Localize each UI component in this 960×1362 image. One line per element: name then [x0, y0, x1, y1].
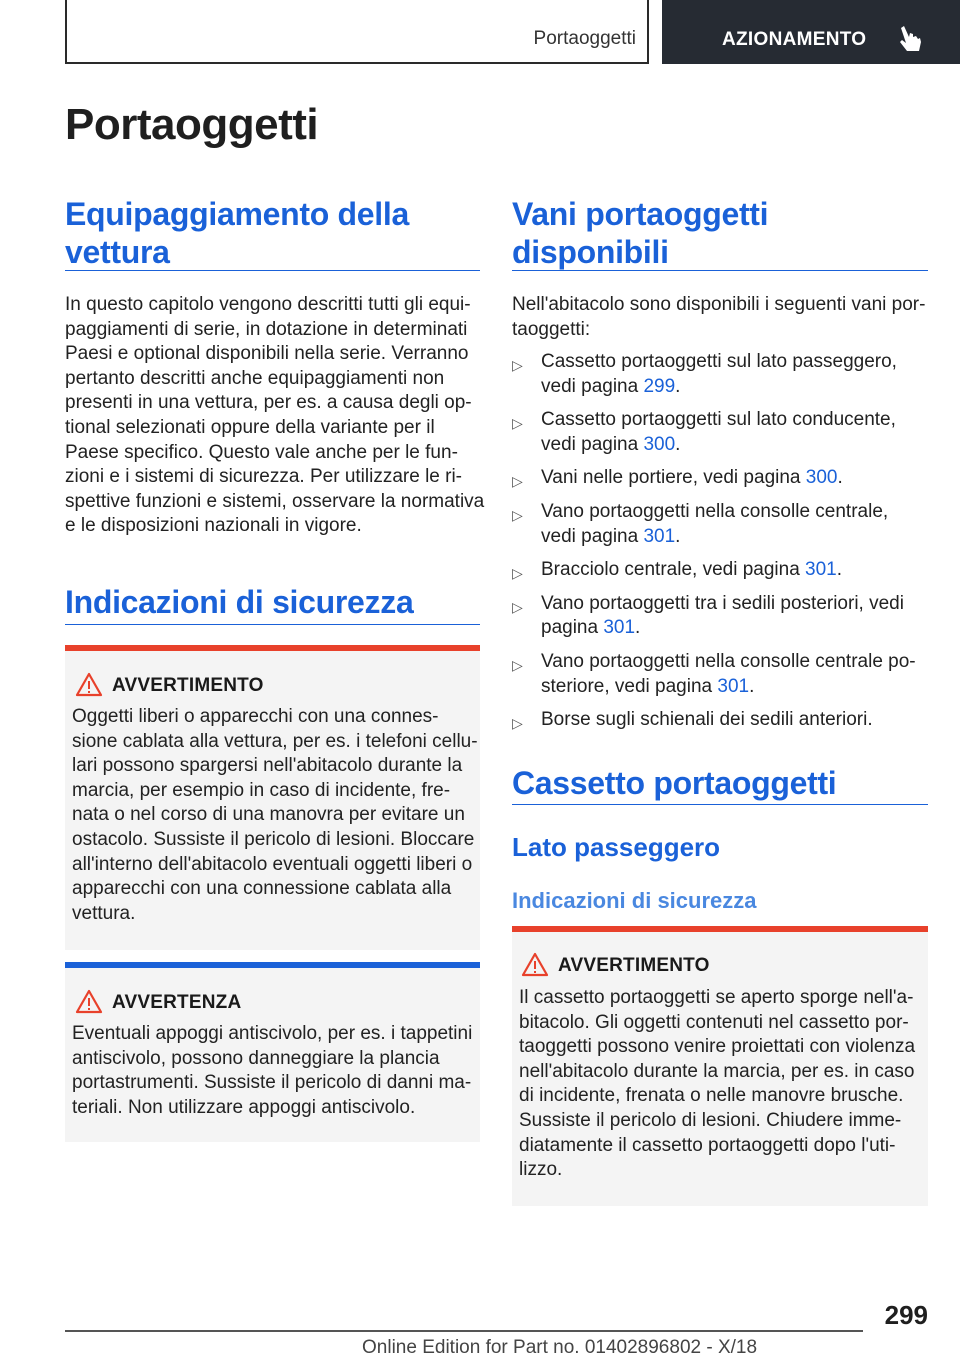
text-line: e le disposizioni nazionali in vigore. — [65, 515, 362, 537]
page-reference-link[interactable]: 301 — [717, 675, 750, 697]
header-chapter-title: AZIONAMENTO — [722, 29, 867, 50]
triangle-bullet-icon: ▷ — [512, 656, 523, 673]
list-item-text: vedi pagina 299. — [541, 375, 681, 397]
text-line: sione cablata alla vettura, per es. i telefoni cellu- — [72, 730, 478, 752]
text-line: marcia, per esempio in caso di incidente, fre- — [72, 779, 451, 801]
page-number: 299 — [884, 1300, 928, 1330]
list-item-text: vedi pagina 300. — [541, 433, 681, 455]
list-item — [512, 466, 932, 491]
page-reference-link[interactable]: 299 — [643, 375, 676, 397]
triangle-bullet-icon: ▷ — [512, 506, 523, 523]
page-reference-link[interactable]: 301 — [643, 525, 676, 547]
text-line: antiscivolo, possono danneggiare la plancia — [72, 1047, 440, 1069]
page-reference-link[interactable]: 300 — [805, 467, 838, 489]
text-line: all'interno dell'abitacolo eventuali oggetti liberi o — [72, 853, 473, 875]
caution-text — [72, 1022, 477, 1120]
text-line: apparecchi con una connessione cablata alla — [72, 878, 452, 900]
page-reference-link[interactable]: 300 — [643, 433, 676, 455]
warning-box — [65, 645, 480, 950]
vani-list — [512, 350, 932, 742]
warning-triangle-icon — [75, 672, 103, 697]
warning-title: AVVERTIMENTO — [558, 955, 710, 976]
list-item-text: Vani nelle portiere, vedi pagina 300. — [541, 467, 843, 489]
triangle-bullet-icon: ▷ — [512, 415, 523, 432]
footer-text: Online Edition for Part no. 01402896802 - X/18 — [362, 1337, 758, 1358]
text-line: nata o nel corso di una manovra per evitare un — [72, 804, 465, 826]
triangle-bullet-icon: ▷ — [512, 565, 523, 582]
warning-text — [72, 705, 477, 926]
heading-rule — [512, 270, 928, 271]
text-line: presenti in una vettura, per es. a causa degli op- — [65, 392, 472, 414]
equipaggiamento-paragraph — [65, 293, 485, 539]
text-line: Paesi e optional disponibili nella serie. Verranno — [65, 343, 469, 365]
text-line: lizzo. — [519, 1159, 563, 1181]
text-line: tional selezionati oppure della variante per il — [65, 416, 435, 438]
text-line: Sussiste il pericolo di lesioni. Chiudere imme- — [519, 1109, 902, 1131]
list-item — [512, 650, 932, 699]
list-item-text: pagina 301. — [541, 617, 641, 639]
warning-box — [512, 926, 928, 1206]
hand-pointer-icon — [893, 24, 923, 54]
list-item-text: Bracciolo centrale, vedi pagina 301. — [541, 559, 843, 581]
heading-rule — [65, 624, 480, 625]
heading-lato-passeggero: Lato passeggero — [512, 832, 721, 862]
text-line: pertanto descritti anche equipaggiamenti non — [65, 367, 445, 389]
triangle-bullet-icon: ▷ — [512, 357, 523, 373]
triangle-bullet-icon: ▷ — [512, 715, 523, 732]
text-line: ostacolo. Sussiste il pericolo di lesioni. Bloccare — [72, 828, 475, 850]
text-line: nell'abitacolo durante la marcia, per es. in caso — [519, 1060, 915, 1082]
text-line: spettive funzioni e sistemi, osservare la normativa — [65, 490, 485, 512]
heading-rule — [512, 804, 928, 805]
triangle-bullet-icon: ▷ — [512, 598, 523, 615]
text-line: Il cassetto portaoggetti se aperto sporge nell'a- — [519, 987, 914, 1008]
list-item-text: Cassetto portaoggetti sul lato passeggero, — [541, 351, 897, 372]
text-line: vettura. — [72, 902, 136, 924]
heading-equipaggiamento: Equipaggiamento della vettura — [65, 196, 409, 270]
warning-bar — [512, 926, 928, 932]
heading-vani-portaoggetti: Vani portaoggetti disponibili — [512, 196, 769, 270]
list-item — [512, 408, 932, 457]
text-line: zioni e i sistemi di sicurezza. Per utilizzare le ri- — [65, 466, 463, 488]
text-line: Oggetti liberi o apparecchi con una connes- — [72, 706, 439, 727]
heading-cassetto-portaoggetti: Cassetto portaoggetti — [512, 765, 837, 801]
text-line: portastrumenti. Sussiste il pericolo di danni ma- — [72, 1072, 472, 1094]
page-reference-link[interactable]: 301 — [603, 617, 636, 639]
text-line: bitacolo. Gli oggetti contenuti nel cassetto por- — [519, 1011, 909, 1033]
warning-triangle-icon — [75, 989, 103, 1014]
triangle-bullet-icon: ▷ — [512, 473, 523, 490]
list-item-text: Borse sugli schienali dei sedili anteriori. — [541, 709, 873, 731]
warning-title: AVVERTIMENTO — [112, 675, 264, 696]
caution-box — [65, 962, 480, 1142]
heading-indicazioni-sicurezza: Indicazioni di sicurezza — [65, 584, 414, 620]
list-item-text: steriore, vedi pagina 301. — [541, 675, 755, 697]
header-section-title: Portaoggetti — [533, 28, 636, 49]
page-reference-link[interactable]: 301 — [805, 559, 837, 581]
text-line: taoggetti: — [512, 318, 591, 340]
text-line: teriali. Non utilizzare appoggi antiscivolo. — [72, 1096, 416, 1118]
list-item-text: Vano portaoggetti nella consolle centrale po- — [541, 650, 916, 672]
list-item — [512, 592, 932, 641]
text-line: paggiamenti di serie, in dotazione in determinati — [65, 318, 468, 340]
text-line: diatamente il cassetto portaoggetti dopo l'uti- — [519, 1134, 896, 1156]
list-item-text: Cassetto portaoggetti sul lato conducente, — [541, 409, 896, 431]
text-line: lari possono spargersi nell'abitacolo durante la — [72, 755, 463, 777]
caution-title: AVVERTENZA — [112, 992, 242, 1013]
vani-intro-paragraph — [512, 293, 932, 342]
heading-rule — [65, 270, 480, 271]
footer-rule — [65, 1330, 863, 1332]
text-line: In questo capitolo vengono descritti tutti gli equi- — [65, 294, 471, 315]
text-line: Nell'abitacolo sono disponibili i seguenti vani por- — [512, 294, 926, 315]
list-item — [512, 500, 932, 549]
list-item — [512, 708, 932, 733]
warning-text — [519, 986, 924, 1183]
text-line: Paese specifico. Questo vale anche per le fun- — [65, 441, 458, 463]
page-title: Portaoggetti — [65, 100, 319, 149]
list-item-text: Vano portaoggetti nella consolle centrale, — [541, 500, 889, 522]
text-line: taoggetti possono venire proiettati con violenza — [519, 1036, 916, 1058]
text-line: Eventuali appoggi antiscivolo, per es. i tappetini — [72, 1023, 473, 1044]
warning-triangle-icon — [521, 952, 549, 977]
heading-indicazioni-sicurezza-sub: Indicazioni di sicurezza — [512, 888, 757, 913]
warning-bar — [65, 645, 480, 651]
list-item-text: vedi pagina 301. — [541, 525, 681, 547]
caution-bar — [65, 962, 480, 968]
list-item — [512, 350, 932, 399]
list-item-text: Vano portaoggetti tra i sedili posteriori, vedi — [541, 592, 904, 614]
list-item — [512, 558, 932, 583]
text-line: di incidente, frenata o nelle manovre brusche. — [519, 1085, 904, 1107]
